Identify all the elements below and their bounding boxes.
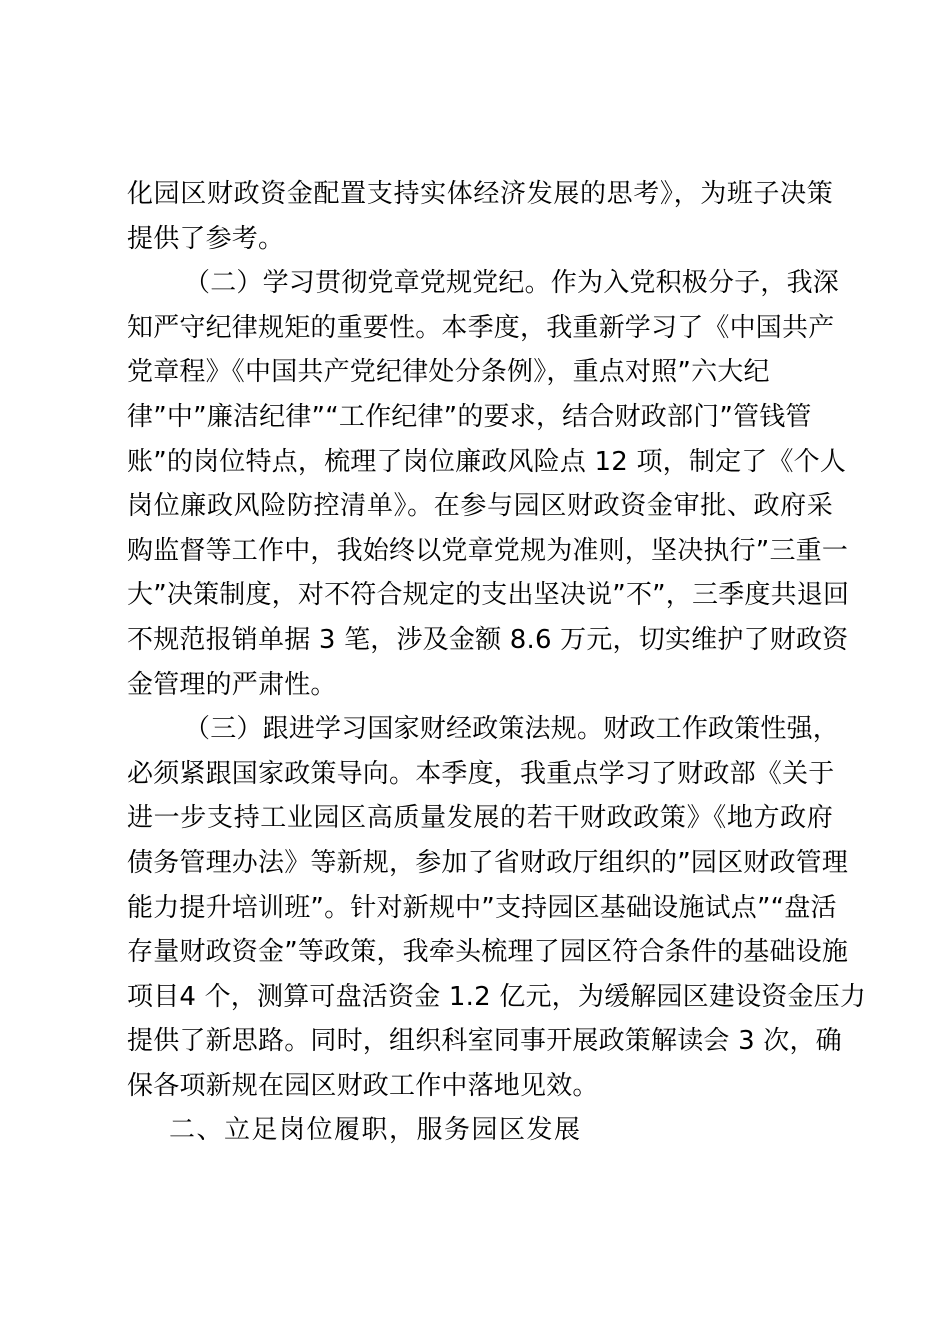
section-heading: 二、立足岗位履职，服务园区发展 — [169, 1115, 582, 1146]
text-line: 岗位廉政风险防控清单》。在参与园区财政资金审批、政府采 — [127, 491, 833, 522]
text-line: 不规范报销单据 3 笔，涉及金额 8.6 万元，切实维护了财政资 — [127, 624, 849, 655]
text-line: 知严守纪律规矩的重要性。本季度，我重新学习了《中国共产 — [127, 312, 835, 343]
body-text — [127, 172, 867, 1153]
text-line: 账”的岗位特点，梳理了岗位廉政风险点 12 项，制定了《个人 — [127, 446, 847, 477]
text-line: （二）学习贯彻党章党规党纪。作为入党积极分子，我深 — [184, 268, 840, 299]
text-line: 大”决策制度，对不符合规定的支出坚决说”不”，三季度共退回 — [127, 580, 850, 611]
text-line: 存量财政资金”等政策，我牵头梳理了园区符合条件的基础设施 — [127, 937, 849, 968]
text-line: 提供了新思路。同时，组织科室同事开展政策解读会 3 次，确 — [127, 1026, 842, 1057]
text-line: 购监督等工作中，我始终以党章党规为准则，坚决执行”三重一 — [127, 535, 849, 566]
text-line: 金管理的严肃性。 — [127, 669, 337, 700]
text-line: 项目4 个，测算可盘活资金 1.2 亿元，为缓解园区建设资金压力 — [127, 981, 867, 1012]
text-line: 党章程》《中国共产党纪律处分条例》，重点对照”六大纪 — [127, 357, 770, 388]
text-line: 律”中”廉洁纪律”“工作纪律”的要求，结合财政部门”管钱管 — [127, 401, 812, 432]
text-line: 化园区财政资金配置支持实体经济发展的思考》，为班子决策 — [127, 179, 833, 209]
text-line: 进一步支持工业园区高质量发展的若干财政政策》《地方政府 — [127, 803, 833, 834]
text-line: 债务管理办法》等新规，参加了省财政厅组织的”园区财政管理 — [127, 847, 849, 878]
text-line: 能力提升培训班”。针对新规中”支持园区基础设施试点”“盘活 — [127, 892, 837, 923]
text-line: 提供了参考。 — [127, 223, 285, 254]
text-line: （三）跟进学习国家财经政策法规。财政工作政策性强， — [184, 714, 840, 745]
text-line: 保各项新规在园区财政工作中落地见效。 — [127, 1070, 599, 1101]
text-line: 必须紧跟国家政策导向。本季度，我重点学习了财政部《关于 — [127, 758, 835, 789]
